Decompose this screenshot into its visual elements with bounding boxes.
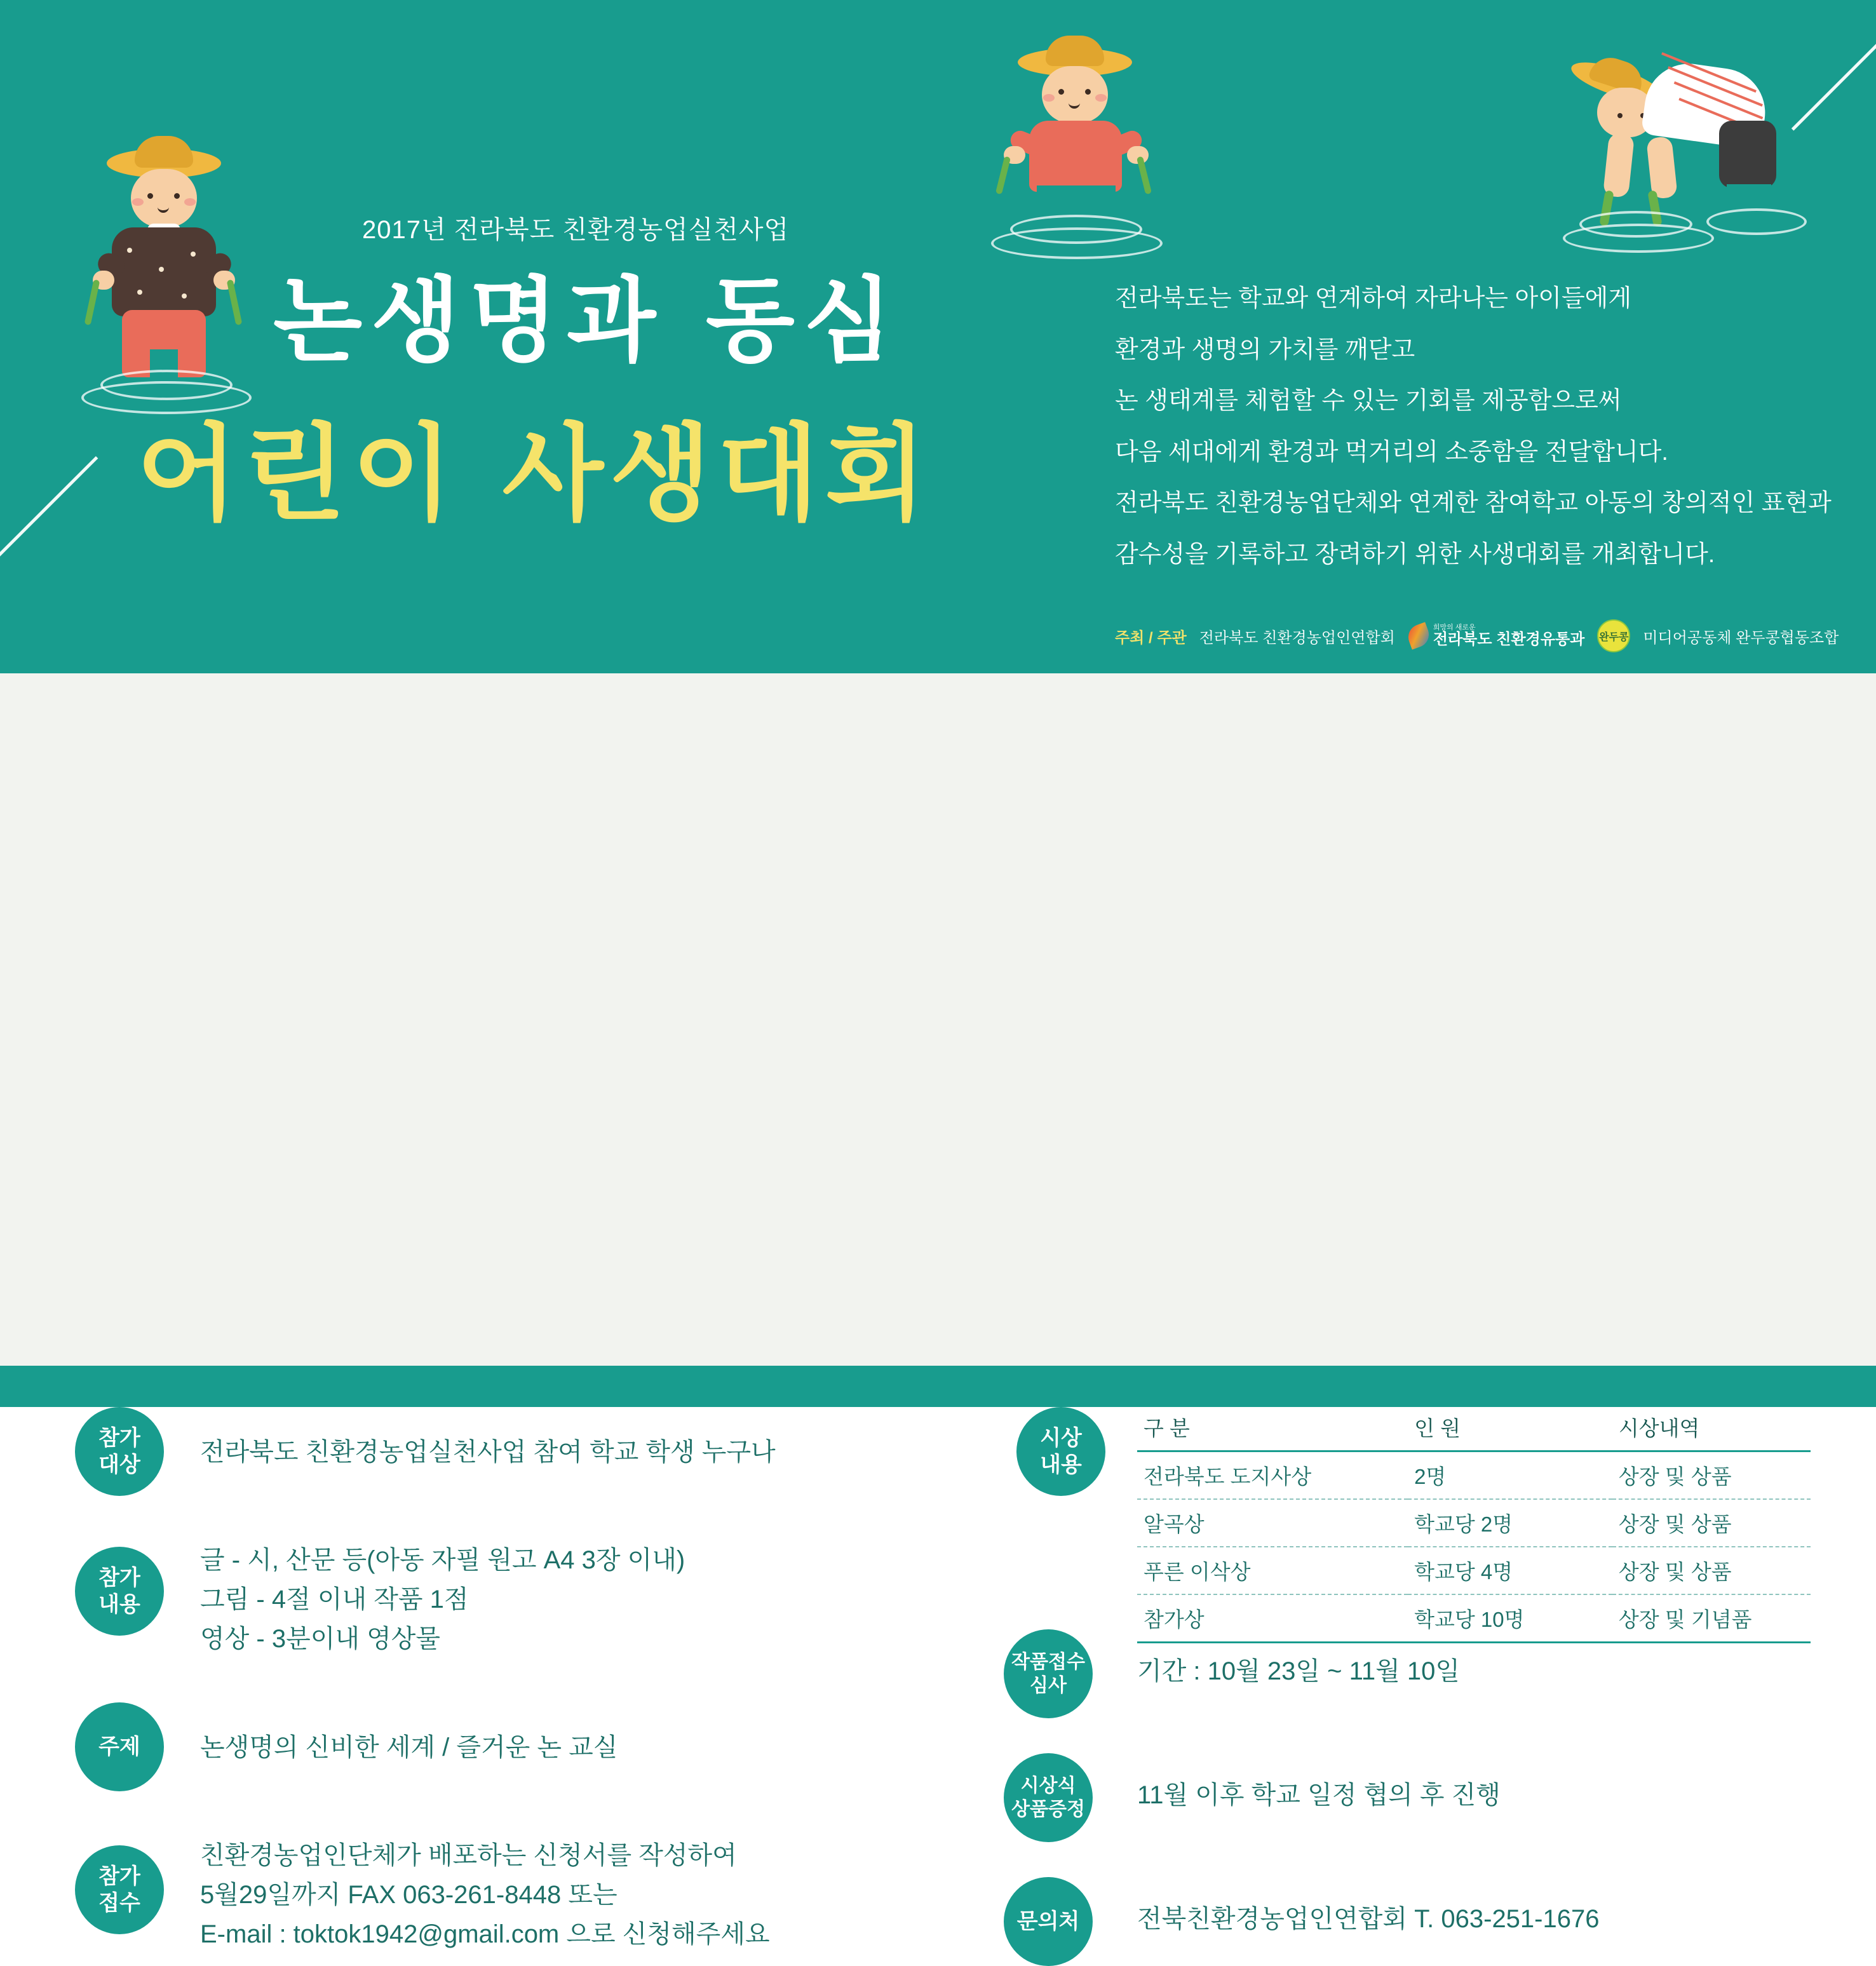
organizer-name-1: 전라북도 친환경농업인연합회 — [1199, 629, 1395, 647]
text-line: 기간 : 10월 23일 ~ 11월 10일 — [1137, 1657, 1460, 1685]
description-line: 논 생태계를 체험할 수 있는 기회를 제공함으로써 — [1115, 387, 1622, 415]
farmer-illustration-right — [1569, 38, 1779, 241]
poster-subtitle: 2017년 전라북도 친환경농업실천사업 — [362, 216, 790, 244]
farmer-illustration-left — [89, 146, 248, 400]
text-line: 5월29일까지 FAX 063-261-8448 또는 — [200, 1881, 617, 1909]
jeonbuk-logo — [1408, 624, 1585, 648]
leaf-icon — [1405, 622, 1433, 650]
organizer-name-2: 전라북도 친환경유통과 — [1433, 630, 1585, 648]
decorative-diagonal-left — [0, 456, 98, 562]
organizer-logo-small-text: 희망의 새로운 — [1433, 623, 1476, 631]
poster-description — [1115, 273, 1833, 580]
badge-line: 참가 — [98, 1565, 140, 1590]
badge-line: 시상 — [1040, 1425, 1082, 1450]
badge-line: 주제 — [98, 1734, 140, 1759]
poster-content — [0, 673, 1876, 1948]
text-line: 논생명의 신비한 세계 / 즐거운 논 교실 — [200, 1734, 618, 1761]
badge-line: 접수 — [98, 1891, 140, 1915]
poster-title-line2: 어린이 사생대회 — [137, 413, 933, 535]
text-contact — [1137, 1899, 1849, 1939]
table-cell: 학교당 4명 — [1408, 1547, 1612, 1594]
text-line: 11월 이후 학교 일정 협의 후 진행 — [1137, 1781, 1501, 1809]
badge-line: 대상 — [98, 1453, 140, 1477]
badge-submission-review — [1004, 1629, 1093, 1718]
badge-line: 문의처 — [1016, 1909, 1080, 1934]
table-cell: 상장 및 상품 — [1612, 1451, 1811, 1500]
badge-line: 작품접수 — [1011, 1651, 1085, 1673]
table-header-cell: 인 원 — [1408, 1404, 1612, 1451]
table-row — [1137, 1594, 1811, 1643]
organizer-name-3: 미디어공동체 완두콩협동조합 — [1643, 629, 1839, 647]
text-line: 영상 - 3분이내 영상물 — [200, 1625, 441, 1653]
description-line: 다음 세대에게 환경과 먹거리의 소중함을 전달합니다. — [1115, 438, 1668, 466]
text-participation-target — [200, 1432, 1064, 1472]
poster-title-line1: 논생명과 동심 — [273, 267, 901, 375]
badge-line: 내용 — [98, 1592, 140, 1617]
table-cell: 학교당 2명 — [1408, 1499, 1612, 1547]
table-cell: 알곡상 — [1137, 1499, 1408, 1547]
table-row — [1137, 1499, 1811, 1547]
text-line: 전북친환경농업인연합회 T. 063-251-1676 — [1137, 1905, 1600, 1933]
badge-line: 참가 — [98, 1864, 140, 1889]
text-line: E-mail : toktok1942@gmail.com 으로 신청해주세요 — [200, 1920, 770, 1948]
table-header-cell: 시상내역 — [1612, 1404, 1811, 1451]
text-submission-period — [1137, 1652, 1836, 1691]
badge-line: 심사 — [1030, 1675, 1067, 1696]
text-application — [200, 1836, 1115, 1954]
badge-theme — [75, 1702, 164, 1791]
table-row — [1137, 1547, 1811, 1594]
table-row — [1137, 1451, 1811, 1500]
table-cell: 참가상 — [1137, 1594, 1408, 1643]
table-cell: 2명 — [1408, 1451, 1612, 1500]
badge-contact — [1004, 1877, 1093, 1966]
text-line: 그림 - 4절 이내 작품 1점 — [200, 1586, 469, 1613]
table-cell: 상장 및 기념품 — [1612, 1594, 1811, 1643]
table-cell: 상장 및 상품 — [1612, 1547, 1811, 1594]
footer-bar — [0, 1366, 1876, 1407]
description-line: 감수성을 기록하고 장려하기 위한 사생대회를 개최합니다. — [1115, 541, 1715, 568]
poster-banner — [0, 0, 1876, 673]
award-table — [1137, 1404, 1811, 1643]
badge-line: 내용 — [1040, 1453, 1082, 1477]
text-award-ceremony — [1137, 1775, 1836, 1815]
text-participation-content — [200, 1540, 1090, 1659]
organizer-row — [1115, 619, 1839, 652]
badge-line: 상품증정 — [1011, 1799, 1085, 1820]
badge-award-ceremony — [1004, 1753, 1093, 1842]
table-cell: 전라북도 도지사상 — [1137, 1451, 1408, 1500]
description-line: 전라북도 친환경농업단체와 연계한 참여학교 아동의 창의적인 표현과 — [1115, 490, 1832, 517]
badge-award-content — [1016, 1407, 1105, 1496]
description-line: 환경과 생명의 가치를 깨닫고 — [1115, 336, 1415, 363]
text-line: 글 - 시, 산문 등(아동 자필 원고 A4 3장 이내) — [200, 1546, 685, 1574]
table-cell: 푸른 이삭상 — [1137, 1547, 1408, 1594]
table-cell: 학교당 10명 — [1408, 1594, 1612, 1643]
organizer-label: 주최 / 주관 — [1115, 629, 1187, 647]
table-header-row — [1137, 1404, 1811, 1451]
decorative-diagonal-right — [1792, 39, 1876, 131]
badge-participation-target — [75, 1407, 164, 1496]
badge-line: 참가 — [98, 1425, 140, 1450]
text-line: 친환경농업인단체가 배포하는 신청서를 작성하여 — [200, 1841, 737, 1869]
text-theme — [200, 1728, 1064, 1767]
table-cell: 상장 및 상품 — [1612, 1499, 1811, 1547]
description-line: 전라북도는 학교와 연계하여 자라나는 아이들에게 — [1115, 285, 1632, 312]
wandukong-logo-icon: 완두콩 — [1597, 619, 1630, 652]
badge-participation-content — [75, 1547, 164, 1636]
badge-application — [75, 1845, 164, 1934]
table-header-cell: 구 분 — [1137, 1404, 1408, 1451]
badge-line: 시상식 — [1020, 1775, 1076, 1796]
text-line: 전라북도 친환경농업실천사업 참여 학교 학생 누구나 — [200, 1438, 776, 1466]
farmer-illustration-center — [1004, 44, 1163, 248]
